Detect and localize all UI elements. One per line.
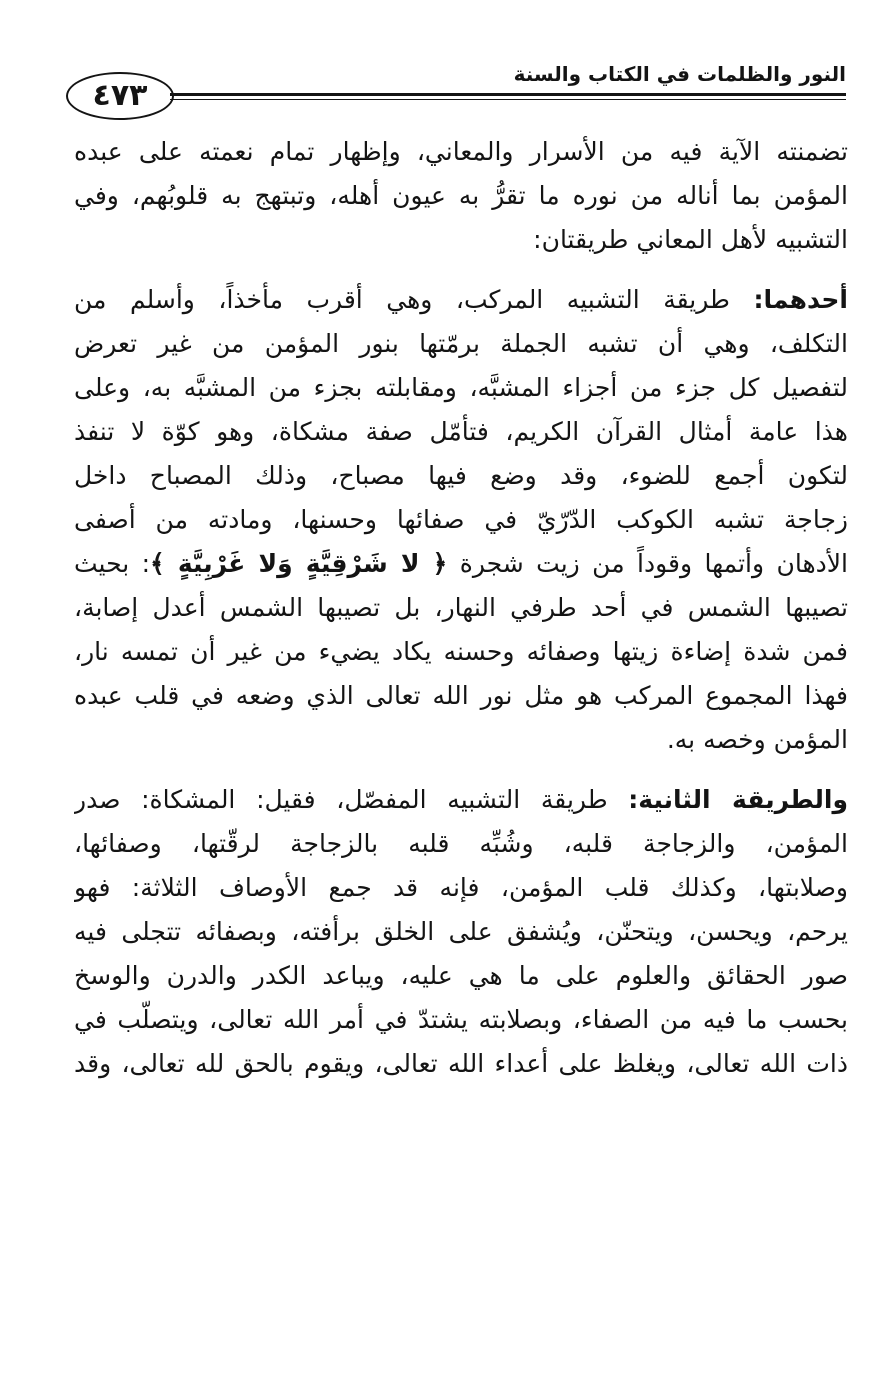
line-text: التشبيه لأهل المعاني طريقتان:	[533, 225, 848, 254]
running-header	[66, 58, 846, 124]
line-text: المؤمن وخصه به.	[666, 725, 848, 754]
line-text: تصيبها الشمس في أحد طرفي النهار، بل تصيبها الشمس أعدل إصابة،	[74, 593, 848, 622]
text-line	[74, 864, 848, 912]
page-number: ٤٧٣	[92, 78, 148, 113]
text-line	[74, 172, 848, 220]
text-line	[74, 364, 848, 412]
text-line	[74, 320, 848, 368]
text-line	[74, 996, 848, 1044]
text-line	[74, 1040, 848, 1088]
text-line	[74, 908, 848, 956]
text-line	[74, 820, 848, 868]
line-text: طريقة التشبيه المركب، وهي أقرب مأخذاً، وأسلم من	[74, 285, 754, 314]
line-text: فهذا المجموع المركب هو مثل نور الله تعالى الذي وضعه في قلب عبده	[74, 681, 848, 710]
line-text: ذات الله تعالى، ويغلظ على أعداء الله تعالى، ويقوم بالحق لله تعالى، وقد	[74, 1049, 848, 1078]
text-line	[74, 672, 848, 720]
page-number-frame	[66, 72, 174, 120]
line-text: بحسب ما فيه من الصفاء، وبصلابته يشتدّ في أمر الله تعالى، ويتصلّب في	[74, 1005, 848, 1034]
text-line	[74, 128, 848, 176]
quran-quote: ﴿ لا شَرْقِيَّةٍ وَلا غَرْبِيَّةٍ ﴾	[150, 549, 448, 578]
line-text: طريقة التشبيه المفصّل، فقيل: المشكاة: صدر	[74, 785, 629, 814]
line-text: تضمنته الآية فيه من الأسرار والمعاني، وإظهار تمام نعمته على عبده	[74, 137, 848, 166]
line-text: المؤمن، والزجاجة قلبه، وشُبِّه قلبه بالزجاجة لرقّتها، وصفائها،	[74, 829, 848, 858]
line-text: زجاجة تشبه الكوكب الدّرّيّ في صفائها وحسنها، ومادته من أصفى	[74, 505, 848, 534]
line-text: لتفصيل كل جزء من أجزاء المشبَّه، ومقابلته بجزء من المشبَّه به، وعلى	[74, 373, 848, 402]
text-line	[74, 276, 848, 324]
line-text-tail: : بحيث	[74, 549, 151, 578]
section-lead: والطريقة الثانية:	[628, 785, 848, 814]
section-lead: أحدهما:	[753, 285, 848, 314]
line-text: فمن شدة إضاءة زيتها وصفائه وحسنه يكاد يضيء من غير أن تمسه نار،	[74, 637, 848, 666]
running-title: النور والظلمات في الكتاب والسنة	[513, 62, 846, 86]
text-line	[74, 216, 848, 264]
line-text: المؤمن بما أناله من نوره ما تقرُّ به عيون أهله، وتبتهج به قلوبُهم، وفي	[74, 181, 848, 210]
line-text: وصلابتها، وكذلك قلب المؤمن، فإنه قد جمع الأوصاف الثلاثة: فهو	[74, 873, 848, 902]
text-line	[74, 628, 848, 676]
line-text: صور الحقائق والعلوم على ما هي عليه، ويباعد الكدر والدرن والوسخ	[74, 961, 848, 990]
text-line	[74, 540, 848, 588]
line-text: هذا عامة أمثال القرآن الكريم، فتأمّل صفة مشكاة، وهو كوّة لا تنفذ	[74, 417, 848, 446]
text-line	[74, 776, 848, 824]
line-text: الأدهان وأتمها وقوداً من زيت شجرة	[447, 549, 848, 578]
text-line	[74, 716, 848, 764]
text-line	[74, 952, 848, 1000]
text-line	[74, 496, 848, 544]
header-rule	[170, 93, 846, 96]
header-rule-thin	[170, 99, 846, 100]
line-text: التكلف، وهي أن تشبه الجملة برمّتها بنور المؤمن من غير تعرض	[74, 329, 848, 358]
text-line	[74, 452, 848, 500]
line-text: لتكون أجمع للضوء، وقد وضع فيها مصباح، وذلك المصباح داخل	[74, 461, 848, 490]
text-line	[74, 584, 848, 632]
text-line	[74, 408, 848, 456]
line-text: يرحم، ويحسن، ويتحنّن، ويُشفق على الخلق برأفته، وبصفائه تتجلى فيه	[74, 917, 848, 946]
